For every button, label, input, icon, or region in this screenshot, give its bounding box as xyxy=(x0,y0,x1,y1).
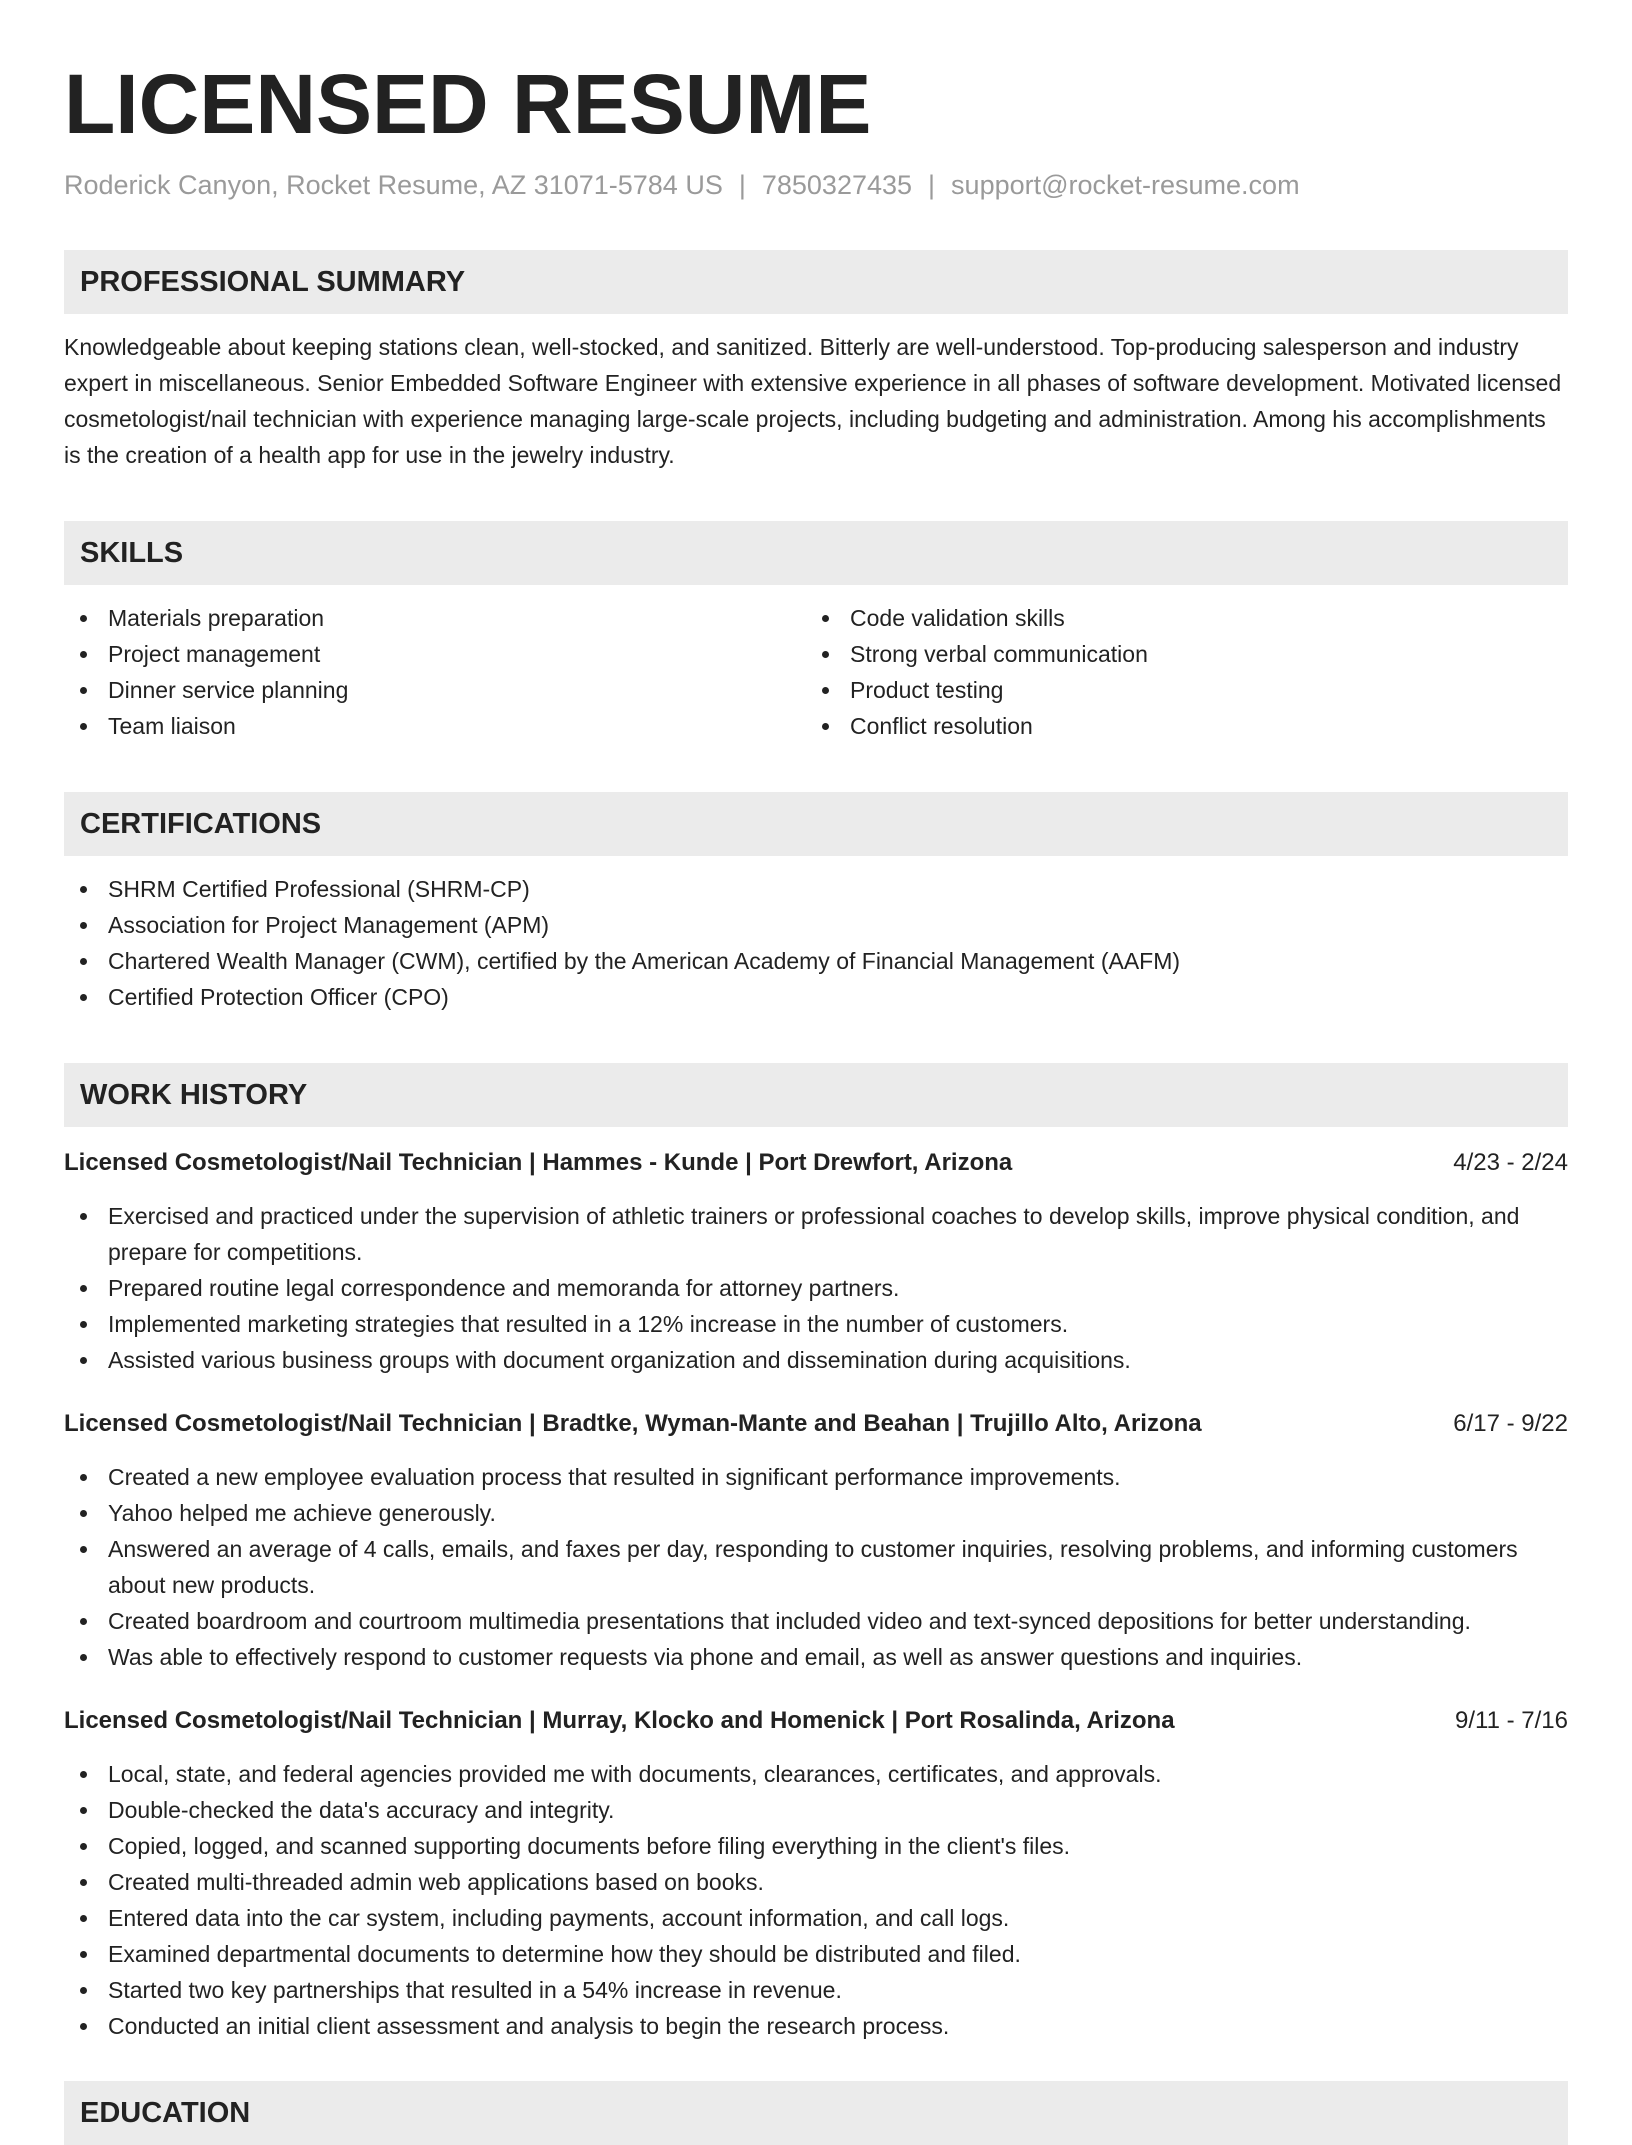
certification-item: Association for Project Management (APM) xyxy=(64,907,1568,943)
job-bullet: Answered an average of 4 calls, emails, and faxes per day, responding to customer inquiries, resolving problems, and informing customers about new products. xyxy=(64,1531,1568,1603)
skills-column-right xyxy=(806,600,1548,744)
job-dates: 9/11 - 7/16 xyxy=(1455,1707,1568,1734)
certification-item: SHRM Certified Professional (SHRM-CP) xyxy=(64,871,1568,907)
section-header-education: EDUCATION xyxy=(64,2081,1568,2145)
job-title: Licensed Cosmetologist/Nail Technician | Murray, Klocko and Homenick | Port Rosalinda, Arizona xyxy=(64,1707,1175,1734)
skill-item: Code validation skills xyxy=(806,600,1548,636)
job-bullet: Implemented marketing strategies that resulted in a 12% increase in the number of customers. xyxy=(64,1306,1568,1342)
section-header-summary: PROFESSIONAL SUMMARY xyxy=(64,250,1568,314)
contact-separator: | xyxy=(928,170,936,200)
contact-phone: 7850327435 xyxy=(761,170,913,200)
section-header-work-history: WORK HISTORY xyxy=(64,1063,1568,1127)
skill-item: Team liaison xyxy=(64,708,806,744)
certification-item: Chartered Wealth Manager (CWM), certified by the American Academy of Financial Management (AAFM) xyxy=(64,943,1568,979)
job-bullet: Created multi-threaded admin web applications based on books. xyxy=(64,1864,1568,1900)
job-bullet: Yahoo helped me achieve generously. xyxy=(64,1495,1568,1531)
skill-item: Strong verbal communication xyxy=(806,636,1548,672)
section-header-skills: SKILLS xyxy=(64,521,1568,585)
job-bullet: Prepared routine legal correspondence and memoranda for attorney partners. xyxy=(64,1270,1568,1306)
job-bullets xyxy=(64,1756,1568,2044)
skill-item: Conflict resolution xyxy=(806,708,1548,744)
job-header xyxy=(64,1145,1568,1181)
contact-address: Roderick Canyon, Rocket Resume, AZ 31071-5784 US xyxy=(64,170,723,200)
job-bullet: Was able to effectively respond to customer requests via phone and email, as well as answer questions and inquiries. xyxy=(64,1639,1568,1675)
job-bullet: Conducted an initial client assessment and analysis to begin the research process. xyxy=(64,2008,1568,2044)
job-header xyxy=(64,1406,1568,1442)
job-dates: 6/17 - 9/22 xyxy=(1453,1410,1568,1437)
skills-column-left xyxy=(64,600,806,744)
skill-item: Product testing xyxy=(806,672,1548,708)
skill-item: Dinner service planning xyxy=(64,672,806,708)
job-title: Licensed Cosmetologist/Nail Technician | Bradtke, Wyman-Mante and Beahan | Trujillo Alto, Arizona xyxy=(64,1410,1202,1437)
contact-line xyxy=(64,168,1568,202)
job-bullet: Started two key partnerships that resulted in a 54% increase in revenue. xyxy=(64,1972,1568,2008)
job-bullet: Copied, logged, and scanned supporting documents before filing everything in the client's files. xyxy=(64,1828,1568,1864)
job-header xyxy=(64,1703,1568,1739)
resume-title: LICENSED RESUME xyxy=(64,57,872,151)
skill-item: Materials preparation xyxy=(64,600,806,636)
job-title: Licensed Cosmetologist/Nail Technician | Hammes - Kunde | Port Drewfort, Arizona xyxy=(64,1149,1013,1176)
skill-item: Project management xyxy=(64,636,806,672)
job-bullet: Created a new employee evaluation process that resulted in significant performance improvements. xyxy=(64,1459,1568,1495)
job-bullet: Created boardroom and courtroom multimedia presentations that included video and text-synced depositions for better understanding. xyxy=(64,1603,1568,1639)
job-bullet: Double-checked the data's accuracy and integrity. xyxy=(64,1792,1568,1828)
job-bullet: Local, state, and federal agencies provided me with documents, clearances, certificates, and approvals. xyxy=(64,1756,1568,1792)
job-entry xyxy=(64,1703,1568,2044)
job-bullet: Exercised and practiced under the supervision of athletic trainers or professional coaches to develop skills, improve physical condition, and prepare for competitions. xyxy=(64,1198,1568,1270)
job-dates: 4/23 - 2/24 xyxy=(1453,1149,1568,1176)
contact-email: support@rocket-resume.com xyxy=(951,170,1300,200)
job-bullet: Examined departmental documents to determine how they should be distributed and filed. xyxy=(64,1936,1568,1972)
job-bullets xyxy=(64,1198,1568,1378)
resume-page xyxy=(64,0,1568,2145)
job-entry xyxy=(64,1406,1568,1675)
skills-list xyxy=(64,600,1568,744)
job-bullets xyxy=(64,1459,1568,1675)
contact-separator: | xyxy=(738,170,746,200)
section-header-certifications: CERTIFICATIONS xyxy=(64,792,1568,856)
certifications-list xyxy=(64,871,1568,1015)
summary-text: Knowledgeable about keeping stations clean, well-stocked, and sanitized. Bitterly are well-understood. Top-producing salesperson and industry expert in miscellaneous. Senior Embedded Software Engineer with extensive experience in all phases of software development. Motivated licensed cosmetologist/nail technician with experience managing large-scale projects, including budgeting and administration. Among his accomplishments is the creation of a health app for use in the jewelry industry. xyxy=(64,334,1562,468)
job-bullet: Assisted various business groups with document organization and dissemination during acquisitions. xyxy=(64,1342,1568,1378)
certification-item: Certified Protection Officer (CPO) xyxy=(64,979,1568,1015)
job-bullet: Entered data into the car system, including payments, account information, and call logs. xyxy=(64,1900,1568,1936)
job-entry xyxy=(64,1145,1568,1378)
